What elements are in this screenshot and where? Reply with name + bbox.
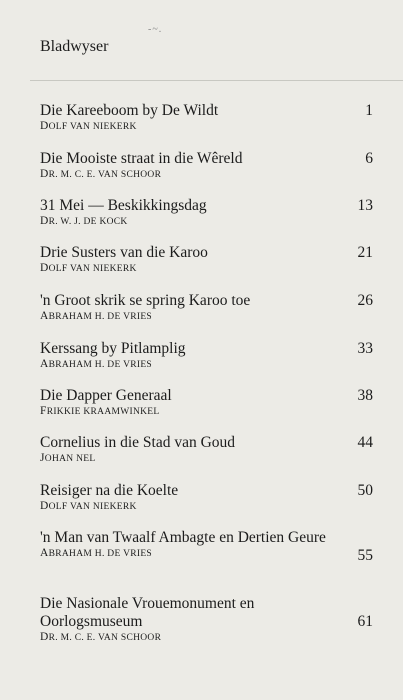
entry-author: DR. M. C. E. VAN SCHOOR bbox=[40, 168, 162, 180]
toc-entry bbox=[40, 150, 373, 181]
toc-entry bbox=[40, 340, 373, 371]
toc-entry bbox=[40, 292, 373, 323]
entry-page-number: 50 bbox=[357, 482, 373, 499]
entry-title: Kerssang by Pitlamplig bbox=[40, 340, 186, 357]
entry-author: FRIKKIE KRAAMWINKEL bbox=[40, 405, 160, 417]
toc-entry bbox=[40, 434, 373, 465]
ink-smudge: -~. bbox=[148, 24, 163, 35]
entry-page-number: 6 bbox=[365, 150, 373, 167]
entry-title: Cornelius in die Stad van Goud bbox=[40, 434, 236, 451]
entry-title: 31 Mei — Beskikkingsdag bbox=[40, 197, 207, 214]
entry-author: DOLF VAN NIEKERK bbox=[40, 120, 137, 132]
entry-title: Die Nasionale Vrouemonument en Oorlogsmuseum bbox=[40, 595, 255, 630]
entry-title: Die Mooiste straat in die Wêreld bbox=[40, 150, 243, 167]
entry-page-number: 33 bbox=[357, 340, 373, 357]
toc-entry bbox=[40, 102, 373, 133]
entry-author: DOLF VAN NIEKERK bbox=[40, 500, 137, 512]
entry-author: JOHAN NEL bbox=[40, 452, 96, 464]
toc-entry bbox=[40, 529, 373, 564]
entry-page-number: 38 bbox=[357, 387, 373, 404]
entry-page-number: 26 bbox=[357, 292, 373, 309]
entry-title: 'n Man van Twaalf Ambagte en Dertien Geure bbox=[40, 529, 326, 546]
toc-entry bbox=[40, 595, 373, 644]
entry-author: ABRAHAM H. DE VRIES bbox=[40, 358, 153, 370]
entry-author: DOLF VAN NIEKERK bbox=[40, 262, 137, 274]
toc-entry bbox=[40, 482, 373, 513]
entry-page-number: 55 bbox=[357, 547, 373, 564]
entry-page-number: 21 bbox=[357, 244, 373, 261]
entry-author: ABRAHAM H. DE VRIES bbox=[40, 310, 153, 322]
entry-author: ABRAHAM H. DE VRIES bbox=[40, 547, 153, 559]
entry-title: Reisiger na die Koelte bbox=[40, 482, 179, 499]
entry-title: Drie Susters van die Karoo bbox=[40, 244, 208, 261]
entry-author: DR. W. J. DE KOCK bbox=[40, 215, 128, 227]
entry-page-number: 61 bbox=[357, 613, 373, 630]
entry-page-number: 13 bbox=[357, 197, 373, 214]
divider-rule bbox=[30, 80, 403, 81]
entry-title: Die Dapper Generaal bbox=[40, 387, 172, 404]
entry-title: Die Kareeboom by De Wildt bbox=[40, 102, 219, 119]
entry-author: DR. M. C. E. VAN SCHOOR bbox=[40, 631, 162, 643]
contents-heading: Bladwyser bbox=[40, 38, 109, 55]
toc-entry bbox=[40, 197, 373, 228]
entry-title: 'n Groot skrik se spring Karoo toe bbox=[40, 292, 251, 309]
toc-entry bbox=[40, 244, 373, 275]
entry-page-number: 1 bbox=[365, 102, 373, 119]
entry-page-number: 44 bbox=[357, 434, 373, 451]
toc-entry bbox=[40, 387, 373, 418]
